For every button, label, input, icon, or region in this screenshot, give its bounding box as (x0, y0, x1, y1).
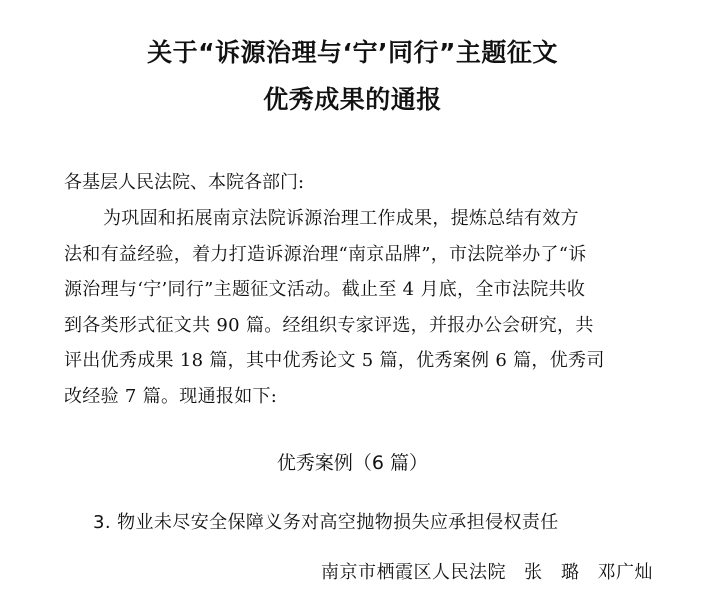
document-title-line-2: 优秀成果的通报 (263, 85, 442, 114)
section-heading: 优秀案例（6 篇） (276, 452, 429, 474)
paragraph-line: 到各类形式征文共 90 篇。经组织专家评选，并报办公会研究，共 (64, 315, 594, 336)
item-author: 张 璐 (524, 562, 580, 583)
paragraph-line: 改经验 7 篇。现通报如下: (64, 386, 278, 407)
item-title: 3. 物业未尽安全保障义务对高空抛物损失应承担侵权责任 (93, 512, 559, 533)
salutation: 各基层人民法院、本院各部门: (64, 172, 305, 193)
paragraph-line: 评出优秀成果 18 篇，其中优秀论文 5 篇，优秀案例 6 篇，优秀司 (64, 350, 605, 371)
paragraph-line: 为巩固和拓展南京法院诉源治理工作成果，提炼总结有效方 (103, 208, 579, 229)
item-authors (321, 560, 653, 586)
document-title-line-1: 关于“诉源治理与‘宁’同行”主题征文 (147, 38, 558, 67)
item-court: 南京市栖霞区人民法院 (321, 562, 506, 583)
paragraph-line: 源治理与‘宁’同行”主题征文活动。截止至 4 月底，全市法院共收 (64, 279, 586, 300)
paragraph-line: 法和有益经验，着力打造诉源治理“南京品牌”，市法院举办了“诉 (64, 244, 587, 265)
item-author: 邓广灿 (597, 562, 653, 583)
